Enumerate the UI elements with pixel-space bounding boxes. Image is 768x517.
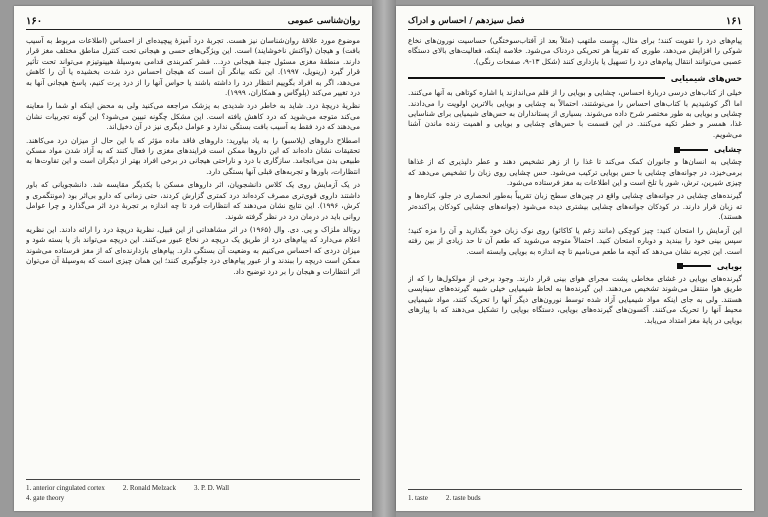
book-gutter bbox=[372, 0, 396, 517]
paragraph: در یک آزمایش روی یک کلاس دانشجویان، اثر داروهای مسکن با یکدیگر مقایسه شد. دانشجویانی که باور داشتند داروی قوی‌تری مصرف کرده‌اند درد کمتری گزارش کردند، حتی زمانی که دارو بی‌اثر بود (مونتگمری و کرش، ۱۹۹۶). این نتایج نشان می‌دهند که انتظارات فرد تا چه اندازه بر تجربهٔ درد اثر می‌گذارد و چرا عوامل روانی باید در درمان درد در نظر گرفته شوند. bbox=[26, 180, 360, 221]
paragraph: گیرنده‌های بویایی در غشای مخاطی پشت مجرای هوای بینی قرار دارند. وجود برخی از مولکول‌ها را که از طریق هوا منتقل می‌شوند تشخیص می‌دهند. این گیرنده‌ها به لحاظ شیمیایی خیلی شبیه گیرنده‌های سیناپسی هستند. ولی به جای اینکه مواد شیمیایی آزاد شده توسط نورون‌های دیگر آنها را تحریک کنند، مواد شیمیایی محیط آنها را تحریک می‌کنند. آکسون‌های گیرنده‌های بویایی، دستگاه بویایی را تشکیل می‌دهند که با پیازهای بویایی در پایهٔ مغز امتداد می‌یابد. bbox=[408, 273, 742, 325]
left-page-body bbox=[26, 36, 360, 467]
paragraph: این آزمایش را امتحان کنید: چیز کوچکی (مانند زغم یا کاکائو) روی نوک زبان خود بگذارید و آن را مزه کنید؛ سپس بینی خود را ببندید و دوباره امتحان کنید. احتمالاً متوجه می‌شوید که طعم آن تا حد زیادی از بین رفته است. این تجربه نشان می‌دهد که آنچه ما طعم می‌نامیم تا چه اندازه به بویایی وابسته است. bbox=[408, 225, 742, 256]
right-page-header bbox=[408, 13, 742, 30]
subsection-heading-smell bbox=[408, 262, 742, 271]
paragraph: گیرنده‌های چشایی در جوانه‌های چشایی واقع در چین‌های سطح زبان تقریباً به‌طور انحصاری در جلو، کناره‌ها و ته زبان قرار دارند. در کودکان جوانه‌های چشایی بیشتری دیده می‌شود (جوانه‌های چشایی کودکان پراکنده‌تر هستند). bbox=[408, 191, 742, 222]
heading-rule bbox=[408, 77, 665, 79]
page-number: ۱۶۰ bbox=[26, 15, 43, 27]
left-page bbox=[14, 6, 372, 511]
section-heading bbox=[408, 73, 742, 83]
paragraph: موضوع مورد علاقهٔ روان‌شناسان نیز هست. تجربهٔ درد آمیزهٔ پیچیده‌ای از احساس (اطلاعات مربوط به آسیب بافت) و هیجان (واکنش ناخوشایند) است. این ویژگی‌های حسی و هیجانی تحت کنترل مناطق مختلف مغز قرار دارند. منطقهٔ مغزی مسئول جنبهٔ هیجانی درد... قشر کمربندی قدامی به‌وسیلهٔ هیپنوتیزم می‌تواند تحت تأثیر قرار گیرد (رینویل، ۱۹۹۷). این نکته بیانگر آن است که هیجان احساس درد شدت بخشیده یا آن را کاهش می‌دهد، اگر به افراد بگوییم انتظار درد را داشته باشند یا حواس آنها را از درد پرت کنیم، پاسخ هیجانی آنها به درد تغییر می‌کند (پلوگاس و همکاران، ۱۹۹۹). bbox=[26, 36, 360, 98]
paragraph: اصطلاح داروهای (پلاسبو) را به یاد بیاورید: داروهای فاقد ماده مؤثر که با این حال از میزان درد می‌کاهند. تحقیقات نشان داده‌اند که این داروها ممکن است فرایندهای مغزی را فعال کنند که به آزاد شدن مواد مسکن طبیعی بدن می‌انجامد. سازگاری با درد و ناراحتی هیجانی در برخی افراد بهتر از دیگران است و این تفاوت‌ها به انتظارات، باورها و تجربه‌های قبلی آنها بستگی دارد. bbox=[26, 135, 360, 176]
right-page-body bbox=[408, 36, 742, 467]
paragraph: پیام‌های درد را تقویت کنند؛ برای مثال، پوست ملتهب (مثلاً بعد از آفتاب‌سوختگی) حساسیت نورون‌های نخاع شوکی را افزایش می‌دهد، طوری که تقریباً هر تحریکی دردناک می‌شود. خلاصه اینکه، فعالیت‌های بالای دستگاه عصبی می‌توانند انتقال پیام‌های درد را تسهیل یا بازداری کنند (شکل ۱۳-۹، صفحات رنگی). bbox=[408, 36, 742, 66]
heading-marker bbox=[677, 265, 711, 267]
footnote: 2. Ronald Melzack bbox=[122, 484, 176, 492]
page-number: ۱۶۱ bbox=[725, 15, 742, 27]
footnote: 1. taste bbox=[408, 494, 428, 502]
left-page-header bbox=[26, 13, 360, 30]
footnotes bbox=[408, 489, 742, 503]
paragraph: خیلی از کتاب‌های درسی دربارهٔ احساس، چشایی و بویایی را از قلم می‌اندازند یا اشاره کوتاهی به آنها می‌کنند. اما اگر کوشیدیم با کتاب‌های احساس را می‌نوشتند، احتمالاً به چشایی و بویایی بالاترین اولویت را می‌دادند. چشایی و بویایی به طور مختصر شرح داده می‌شوند. بسیاری از پستانداران به حس‌های شیمیایی برای شناسایی غذا، همسر و خطر تکیه می‌کنند. در این قسمت با حس‌های چشایی و بویایی و اهمیت زنده ماندن آشنا می‌شویم. bbox=[408, 88, 742, 139]
running-title: روان‌شناسی عمومی bbox=[287, 16, 360, 26]
running-title: فصل سیزدهم / احساس و ادراک bbox=[408, 16, 525, 26]
footnote: 4. gate theory bbox=[26, 494, 65, 502]
subsection-heading-taste bbox=[408, 145, 742, 154]
footnote: 2. taste buds bbox=[445, 494, 481, 502]
footnotes bbox=[26, 479, 360, 503]
right-page bbox=[396, 6, 754, 511]
heading-marker bbox=[674, 149, 708, 151]
subsection-title: بویایی bbox=[716, 261, 742, 271]
section-title: حس‌های شیمیایی bbox=[670, 73, 742, 84]
footnote: 1. anterior cingulated cortex bbox=[26, 484, 105, 492]
paragraph: رونالد ملزاک و پی. دی. وال (۱۹۶۵) در اثر مشاهداتی از این قبیل، نظریهٔ دریچهٔ درد را ارائه دادند. این نظریه اعلام می‌دارد که پیام‌های درد از طریق یک دریچه در نخاع عبور می‌کنند. این دریچه می‌تواند باز یا بسته شود و میزان دردی که احساس می‌کنیم به وضعیت آن بستگی دارد. پیام‌های بازدارنده‌ای که از مغز فرستاده می‌شوند ممکن است دریچه را ببندند و از عبور پیام‌های درد جلوگیری کنند؛ این همان چیزی است که به‌وسیلهٔ آن می‌توان اثر انتظارات و هیجان را بر درد توضیح داد. bbox=[26, 224, 360, 276]
footnote: 3. P. D. Wall bbox=[194, 484, 230, 492]
subsection-title: چشایی bbox=[713, 145, 742, 155]
paragraph: نظریهٔ دریچهٔ درد. شاید به خاطر درد شدیدی به پزشک مراجعه می‌کنید ولی به محض اینکه او شما را معاینه می‌کند متوجه می‌شوید که درد کاهش یافته است. این مشکل چگونه تبیین می‌شود؟ این گونه تجربیات نشان می‌دهند که درد فقط به آسیب بافت بستگی ندارد و عوامل دیگری نیز در آن دخیل‌اند. bbox=[26, 101, 360, 132]
paragraph: چشایی به انسان‌ها و جانوران کمک می‌کند تا غذا را از زهر تشخیص دهند و عطر دلپذیری که از غذاها برمی‌خیزد، در جوانه‌های چشایی با حس بویایی ترکیب می‌شود. حس چشایی روی زبان را تشخیص می‌دهد که چیزی شیرین، ترش، شور یا تلخ است و این اطلاعات به مغز فرستاده می‌شود. bbox=[408, 157, 742, 188]
